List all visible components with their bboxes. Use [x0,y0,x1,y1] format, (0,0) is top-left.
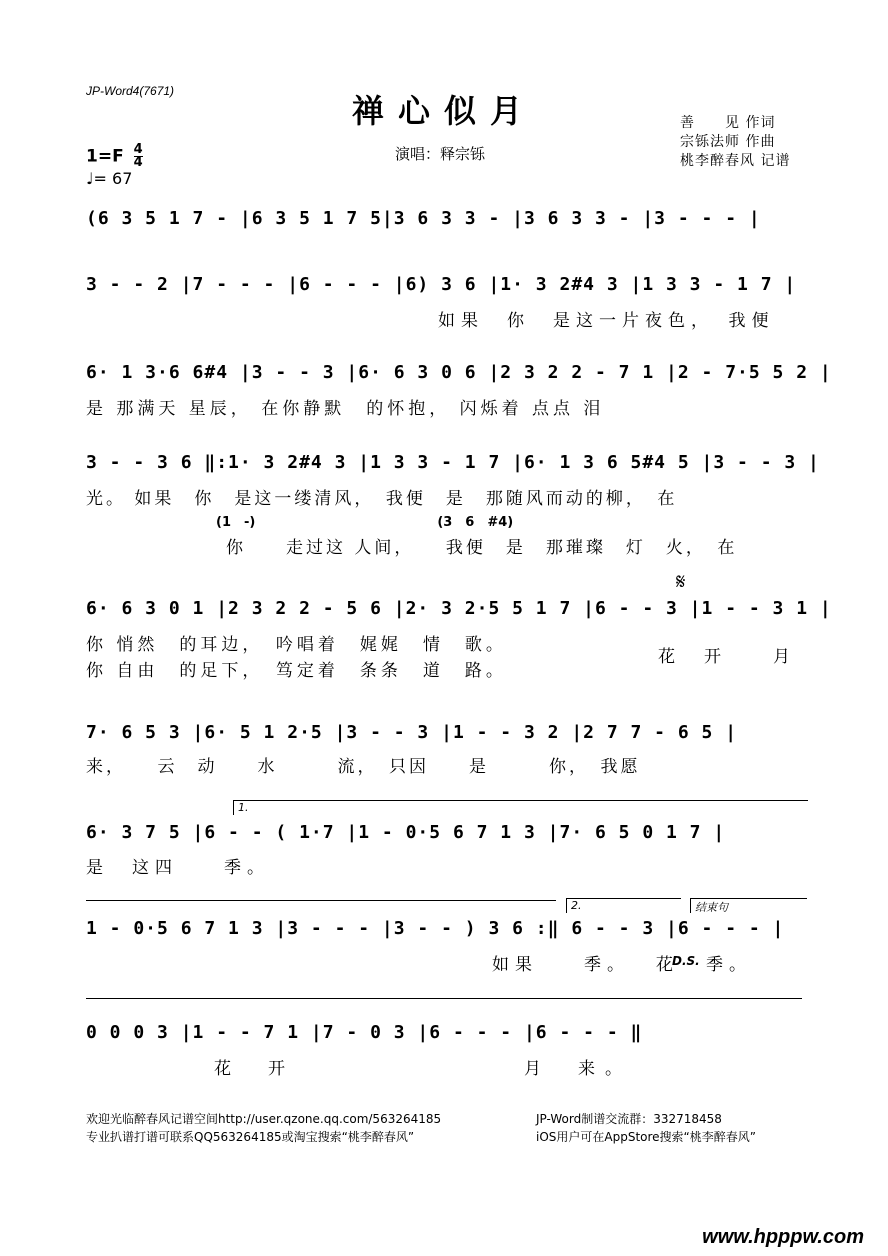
time-denominator: 4 [133,155,143,170]
transcriber-credit: 桃李醉春风 记谱 [680,153,791,169]
time-numerator: 4 [133,142,143,157]
volta-continuation-line [86,900,556,901]
lyrics-line-5-side: 花 开 月 [658,647,796,667]
coda-line [86,998,802,999]
footer-right-1: JP-Word制谱交流群：332718458 [536,1112,722,1126]
lyrics-line-4: 光。 如果 你 是这一缕清风， 我便 是 那随风而动的柳， 在 [86,489,678,509]
alt-notes-line-4: (1 -) (3 6 #4) [216,515,514,530]
ending-phrase-bracket [690,898,807,913]
lyrics-line-8: 如果 季。 花 [492,955,679,975]
score-line-8: 1 - 0·5 6 7 1 3 |3 - - - |3 - - ) 3 6 :‖ 6 - - 3 |6 - - - | [86,918,785,939]
lyrics-line-9b: 月 来。 [524,1059,632,1079]
dal-segno-marking: D.S. [672,954,700,968]
score-line-6: 7· 6 5 3 |6· 5 1 2·5 |3 - - 3 |1 - - 3 2 |2 7 7 - 6 5 | [86,722,738,743]
segno-sign: 𝄋 [676,570,686,595]
lyrics-line-9a: 花 开 [214,1059,295,1079]
score-line-2: 3 - - 2 |7 - - - |6 - - - |6) 3 6 |1· 3 2#4 3 |1 3 3 - 1 7 | [86,274,797,295]
footer-left-1: 欢迎光临醉春风记谱空间http://user.qzone.qq.com/563264185 [86,1112,442,1126]
song-title: 禅心似月 [351,92,536,130]
volta-2-label: 2. [571,899,582,912]
key-signature [86,144,143,169]
time-signature [134,144,143,169]
lyrics-line-3: 是 那满天 星辰， 在你静默 的怀抱， 闪烁着 点点 泪 [86,399,605,419]
lyrics-line-8-end: 季。 [706,955,752,975]
tempo-marking: ♩= 67 [86,169,133,188]
footer-left-2: 专业扒谱打谱可联系QQ563264185或淘宝搜索“桃李醉春风” [86,1130,415,1144]
ending-phrase-label: 结束句 [695,901,728,914]
key-text: 1=F [86,146,124,167]
score-line-9: 0 0 0 3 |1 - - 7 1 |7 - 0 3 |6 - - - |6 - - - ‖ [86,1022,643,1043]
lyricist-credit: 善 见 作词 [680,115,776,131]
score-line-7: 6· 3 7 5 |6 - - ( 1·7 |1 - 0·5 6 7 1 3 |7· 6 5 0 1 7 | [86,822,726,843]
lyrics-line-5a: 你 悄然 的耳边， 吟唱着 娓娓 情 歌。 [86,635,507,655]
footer-right-2: iOS用户可在AppStore搜索“桃李醉春风” [536,1130,756,1144]
volta-first-ending [233,800,808,815]
score-line-3: 6· 1 3·6 6#4 |3 - - 3 |6· 6 3 0 6 |2 3 2 2 - 7 1 |2 - 7·5 5 2 | [86,362,832,383]
score-line-4: 3 - - 3 6 ‖:1· 3 2#4 3 |1 3 3 - 1 7 |6· 1 3 6 5#4 5 |3 - - 3 | [86,452,820,473]
volta-second-ending [566,898,681,913]
alt-lyrics-line-4: 你 走过这 人间， 我便 是 那璀璨 灯 火， 在 [226,538,738,558]
composer-credit: 宗铄法师 作曲 [680,134,776,150]
score-line-1: (6 3 5 1 7 - |6 3 5 1 7 5|3 6 3 3 - |3 6 3 3 - |3 - - - | [86,208,761,229]
lyrics-line-5b: 你 自由 的足下， 笃定着 条条 道 路。 [86,661,507,681]
volta-1-label: 1. [238,801,249,814]
lyrics-line-6: 来， 云 动 水 流， 只因 是 你， 我愿 [86,757,641,777]
watermark: www.hpppw.com [702,1226,864,1248]
score-line-5: 6· 6 3 0 1 |2 3 2 2 - 5 6 |2· 3 2·5 5 1 7 |6 - - 3 |1 - - 3 1 | [86,598,832,619]
lyrics-line-2: 如果 你 是这一片夜色， 我便 [438,311,775,331]
lyrics-line-7: 是 这四 季。 [86,858,270,878]
singer-credit: 演唱：释宗铄 [395,145,486,163]
source-label: JP-Word4(7671) [86,84,175,98]
